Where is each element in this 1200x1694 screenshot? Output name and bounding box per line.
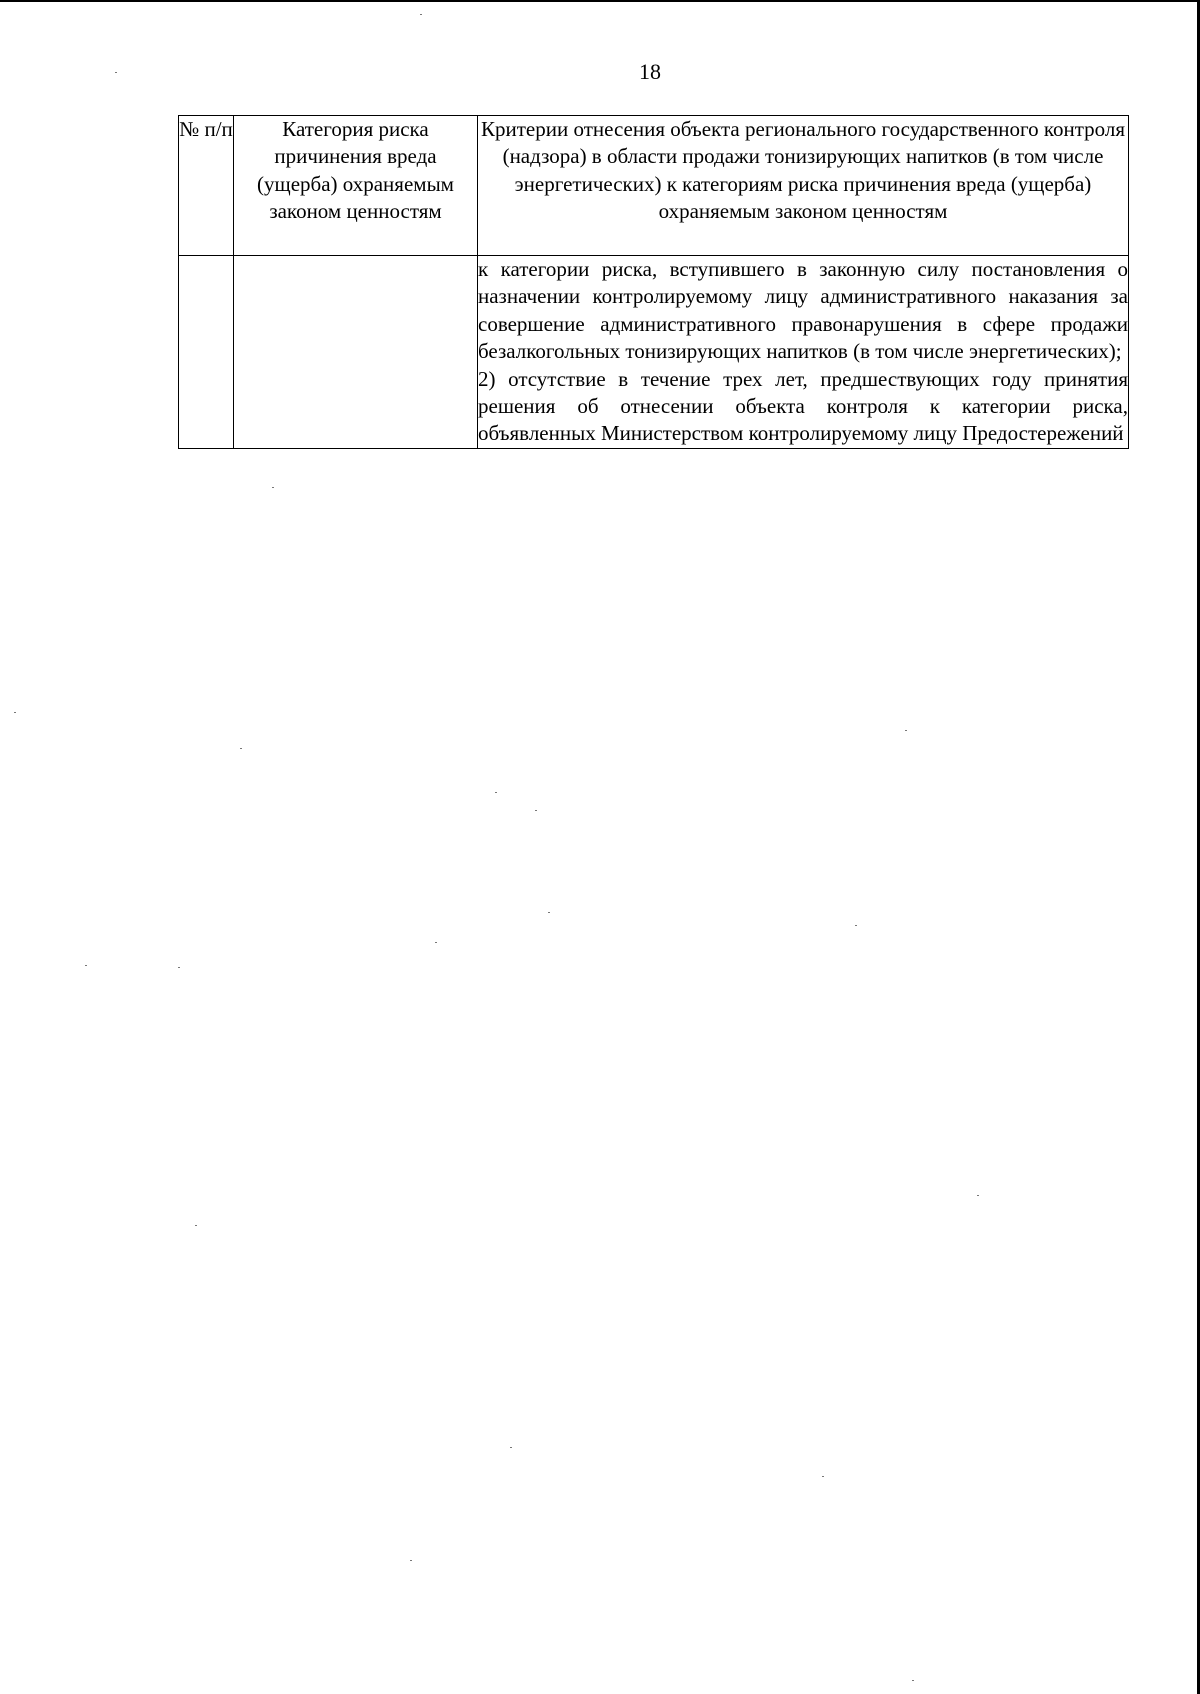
header-num: № п/п xyxy=(179,116,234,256)
row-criteria-cell xyxy=(478,256,1129,449)
scan-speck xyxy=(855,925,857,926)
scan-speck xyxy=(548,912,550,913)
risk-criteria-table xyxy=(178,115,1129,449)
scan-speck xyxy=(977,1195,979,1196)
scan-speck xyxy=(435,942,437,943)
scan-speck xyxy=(85,965,87,966)
scan-speck xyxy=(272,487,274,488)
header-risk-category: Категория риска причинения вреда (ущерба) охраняемым законом ценностям xyxy=(234,116,478,256)
criteria-paragraph-1: к категории риска, вступившего в законную силу постановления о назначении контролируемому лицу административного наказания за совершение административного правонарушения в сфере продажи безалкогольных тонизирующих напитков (в том числе энергетических); xyxy=(478,257,1128,364)
scan-speck xyxy=(495,792,497,793)
scan-speck xyxy=(115,72,117,73)
table-row xyxy=(179,256,1129,449)
scan-speck xyxy=(410,1560,412,1561)
row-num-cell xyxy=(179,256,234,449)
header-criteria: Критерии отнесения объекта регионального государственного контроля (надзора) в области продажи тонизирующих напитков (в том числе энергетических) к категориям риска причинения вреда (ущерба) охраняемым законом ценностям xyxy=(478,116,1129,256)
scan-speck xyxy=(822,1476,824,1477)
scan-speck xyxy=(195,1225,197,1226)
row-category-cell xyxy=(234,256,478,449)
scan-speck xyxy=(912,1680,914,1681)
scan-speck xyxy=(420,14,422,15)
table-header-row xyxy=(179,116,1129,256)
criteria-paragraph-2: 2) отсутствие в течение трех лет, предшествующих году принятия решения об отнесении объекта контроля к категории риска, объявленных Министерством контролируемому лицу Предостережений xyxy=(478,366,1128,446)
scan-speck xyxy=(178,967,180,968)
scan-speck xyxy=(14,712,16,713)
scan-speck xyxy=(535,810,537,811)
scan-speck xyxy=(905,730,907,731)
scan-speck xyxy=(510,1447,512,1448)
page-number: 18 xyxy=(639,59,661,84)
scan-speck xyxy=(240,748,242,749)
